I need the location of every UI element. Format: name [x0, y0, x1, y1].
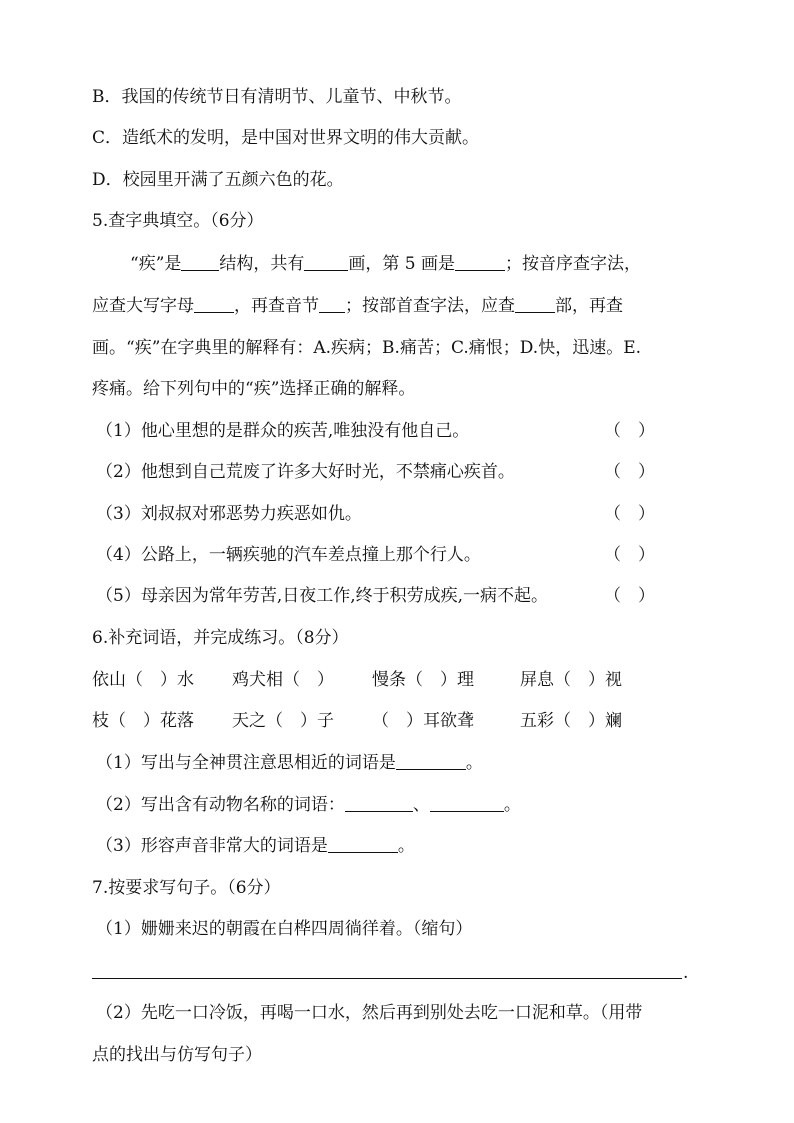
q5-paragraph-line-3: 画。“疾”在字典里的解释有：A.疾病；B.痛苦；C.痛恨；D.快，迅速。E.	[92, 338, 642, 358]
idiom-5[interactable]: 枝（ ）花落	[92, 711, 194, 731]
blank-stroke-count[interactable]	[304, 254, 348, 271]
idiom-2[interactable]: 鸡犬相（ ）	[232, 670, 334, 690]
blank-animal-word-2[interactable]	[430, 795, 504, 812]
blank-animal-word-1[interactable]	[345, 795, 413, 812]
answer-paren-5[interactable]: （ ）	[604, 586, 655, 606]
idiom-7[interactable]: （ ）耳欲聋	[372, 711, 474, 731]
blank-loud-word[interactable]	[328, 836, 398, 853]
q6-sub-1: （1）写出与全神贯注意思相近的词语是 。	[96, 753, 483, 773]
q5-item-1: （1）他心里想的是群众的疾苦,唯独没有他自己。	[96, 421, 470, 441]
blank-concentrate-word[interactable]	[396, 753, 466, 770]
blank-capital-letter[interactable]	[194, 296, 234, 313]
q7-sub-2-line-2: 点的找出与仿写句子）	[92, 1045, 262, 1065]
q5-item-5: （5）母亲因为常年劳苦,日夜工作,终于积劳成疾,一病不起。	[96, 586, 549, 606]
q6-sub-2: （2）写出含有动物名称的词语： 、 。	[96, 795, 521, 815]
idiom-1[interactable]: 依山（ ）水	[92, 670, 194, 690]
answer-line[interactable]	[92, 978, 682, 979]
question-5-heading: 5.查字典填空。（6分）	[92, 211, 264, 231]
blank-radical[interactable]	[515, 296, 555, 313]
q7-sub-1: （1）姗姗来迟的朝霞在白桦四周徜徉着。（缩句）	[96, 919, 473, 939]
blank-fifth-stroke[interactable]	[455, 254, 505, 271]
option-b: B．我国的传统节日有清明节、儿童节、中秋节。	[92, 87, 462, 107]
question-6-heading: 6.补充词语，并完成练习。（8分）	[92, 628, 349, 648]
q5-paragraph-line-2: 应查大写字母 ，再查音节 ；按部首查字法，应查 部，再查	[92, 296, 623, 316]
q6-sub-3: （3）形容声音非常大的词语是 。	[96, 836, 415, 856]
q5-item-4: （4）公路上，一辆疾驰的汽车差点撞上那个行人。	[96, 545, 481, 565]
answer-paren-4[interactable]: （ ）	[604, 545, 655, 565]
q5-paragraph-line-4: 疼痛。给下列句中的“疾”选择正确的解释。	[92, 379, 416, 399]
question-7-heading: 7.按要求写句子。（6分）	[92, 878, 281, 898]
q5-item-3: （3）刘叔叔对邪恶势力疾恶如仇。	[96, 504, 362, 524]
answer-end-mark: .	[683, 963, 689, 983]
blank-structure[interactable]	[181, 254, 219, 271]
answer-paren-3[interactable]: （ ）	[604, 504, 655, 524]
option-c: C．造纸术的发明，是中国对世界文明的伟大贡献。	[92, 128, 480, 148]
q7-sub-2-line-1: （2）先吃一口冷饭，再喝一口水，然后再到别处去吃一口泥和草。（用带	[96, 1003, 643, 1023]
q5-item-2: （2）他想到自己荒废了许多大好时光，不禁痛心疾首。	[96, 462, 515, 482]
answer-paren-2[interactable]: （ ）	[604, 462, 655, 482]
idiom-8[interactable]: 五彩（ ）斓	[520, 711, 622, 731]
idiom-4[interactable]: 屏息（ ）视	[520, 670, 622, 690]
option-d: D．校园里开满了五颜六色的花。	[92, 170, 344, 190]
idiom-3[interactable]: 慢条（ ）理	[372, 670, 474, 690]
idiom-6[interactable]: 天之（ ）子	[232, 711, 334, 731]
answer-paren-1[interactable]: （ ）	[604, 421, 655, 441]
blank-syllable[interactable]	[319, 296, 345, 313]
q5-paragraph-line-1: “疾”是 结构，共有 画，第 5 画是 ；按音序查字法，	[130, 254, 642, 274]
